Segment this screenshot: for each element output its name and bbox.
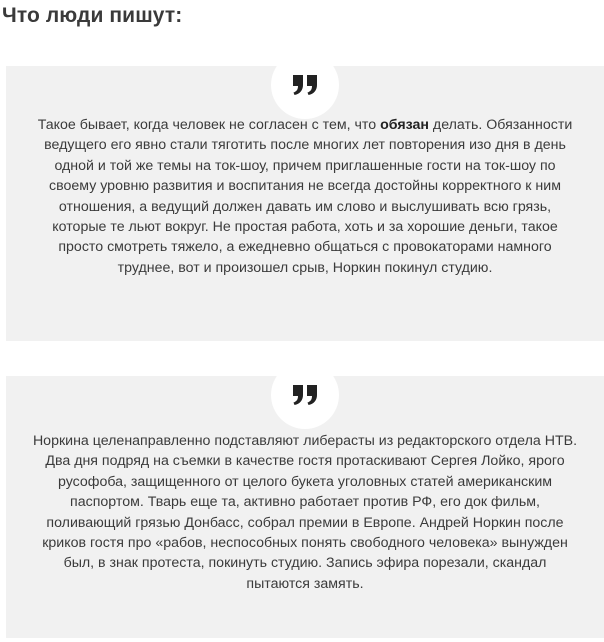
comment-text-start: Такое бывает, когда человек не согласен с тем, что (37, 117, 381, 133)
quote-icon (293, 385, 317, 405)
comment-card (6, 66, 604, 341)
quote-badge (271, 361, 339, 429)
quote-icon (293, 75, 317, 95)
comment-text-end: делать. Обязанности ведущего его явно стали тяготить после многих лет повторения изо дня в день одной и той же темы на ток-шоу, причем приглашенные гости на ток-шоу по своему уровню развития и воспитания не всегда достойны корректного к ним отношения, а ведущий должен давать им слово и выслушивать всю грязь, которые те льют вокруг. Не простая работа, хоть и за хорошие деньги, такое просто смотреть тяжело, а ежедневно общаться с провокаторами намного труднее, вот и произошел срыв, Норкин покинул студию. (44, 117, 573, 276)
comment-text (32, 115, 578, 278)
comment-text-emphasis: обязан (380, 117, 429, 133)
quote-badge (271, 51, 339, 119)
comment-card (6, 376, 604, 638)
comment-text: Норкина целенаправленно подставляют либерасты из редакторского отдела НТВ. Два дня подряд на съемки в качестве гостя протаскивают Сергея Лойко, ярого русофоба, защищенного от целого букета уголовных статей американским паспортом. Тварь еще та, активно работает против РФ, его док фильм, поливающий грязью Донбасс, собрал премии в Европе. Андрей Норкин после криков гостя про «рабов, неспособных понять свободного человека» вынужден был, в знак протеста, покинуть студию. Запись эфира порезали, скандал пытаются замять. (32, 433, 578, 592)
section-heading: Что люди пишут: (2, 4, 183, 27)
